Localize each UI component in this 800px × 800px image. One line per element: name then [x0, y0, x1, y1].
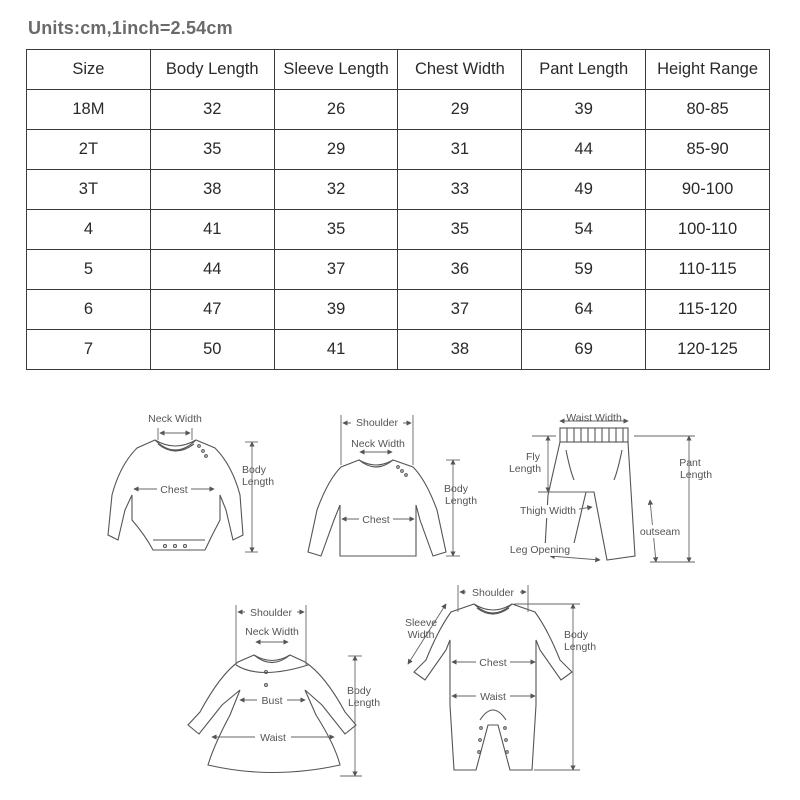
cell-sleeve-length: 35: [274, 210, 398, 250]
top-chest-label: Chest: [362, 514, 390, 526]
top-outline: [308, 460, 446, 556]
cell-size: 7: [27, 330, 151, 370]
bodysuit-diagram: [108, 413, 274, 552]
bodysuit-neck-width-label: Neck Width: [148, 413, 202, 425]
cell-sleeve-length: 26: [274, 90, 398, 130]
dress-length-label: Length: [347, 697, 381, 709]
cell-pant-length: 49: [522, 170, 646, 210]
pants-fly-label: Fly: [526, 451, 540, 463]
cell-height-range: 85-90: [646, 130, 770, 170]
romper-shoulder-label: Shoulder: [471, 587, 515, 599]
cell-chest-width: 33: [398, 170, 522, 210]
pants-thigh-width-label: Thigh Width: [519, 505, 577, 517]
top-length-label: Length: [444, 495, 478, 507]
table-row: [27, 170, 770, 210]
cell-size: 2T: [27, 130, 151, 170]
cell-height-range: 110-115: [646, 250, 770, 290]
dress-waist-label: Waist: [260, 732, 286, 744]
dress-bust-label: Bust: [261, 695, 283, 707]
cell-height-range: 80-85: [646, 90, 770, 130]
cell-pant-length: 64: [522, 290, 646, 330]
table-header-row: [27, 50, 770, 90]
cell-body-length: 35: [150, 130, 274, 170]
header-chest-width: Chest Width: [398, 50, 522, 90]
cell-body-length: 38: [150, 170, 274, 210]
header-pant-length: Pant Length: [522, 50, 646, 90]
cell-body-length: 41: [150, 210, 274, 250]
size-chart-table: [26, 49, 770, 370]
diagrams-svg: [0, 395, 800, 800]
table-row: [27, 90, 770, 130]
cell-body-length: 50: [150, 330, 274, 370]
cell-chest-width: 35: [398, 210, 522, 250]
top-body-label: Body: [444, 483, 468, 495]
table-row: [27, 210, 770, 250]
cell-height-range: 115-120: [646, 290, 770, 330]
units-note: Units:cm,1inch=2.54cm: [28, 18, 233, 38]
header-body-length: Body Length: [150, 50, 274, 90]
pants-waistband: [560, 428, 628, 442]
cell-sleeve-length: 39: [274, 290, 398, 330]
dress-shoulder-label: Shoulder: [249, 607, 293, 619]
romper-body-label: Body: [564, 629, 588, 641]
cell-height-range: 100-110: [646, 210, 770, 250]
cell-sleeve-length: 37: [274, 250, 398, 290]
cell-body-length: 47: [150, 290, 274, 330]
pants-leg-opening-label: Leg Opening: [509, 544, 571, 556]
header-height-range: Height Range: [646, 50, 770, 90]
dress-diagram: [188, 605, 380, 776]
cell-size: 3T: [27, 170, 151, 210]
pants-pant-label: Pant: [679, 457, 701, 469]
header-sleeve-length: Sleeve Length: [274, 50, 398, 90]
dress-body-label: Body: [347, 685, 371, 697]
top-shoulder-label: Shoulder: [355, 417, 399, 429]
cell-pant-length: 54: [522, 210, 646, 250]
cell-pant-length: 69: [522, 330, 646, 370]
cell-chest-width: 31: [398, 130, 522, 170]
cell-pant-length: 39: [522, 90, 646, 130]
cell-size: 4: [27, 210, 151, 250]
pants-diagram: [506, 412, 712, 562]
bodysuit-chest-label: Chest: [160, 484, 188, 496]
cell-size: 6: [27, 290, 151, 330]
romper-waist-label: Waist: [480, 691, 506, 703]
romper-chest-label: Chest: [479, 657, 507, 669]
romper-length-label: Length: [563, 641, 597, 653]
table-row: [27, 330, 770, 370]
cell-size: 5: [27, 250, 151, 290]
bodysuit-length-label: Length: [241, 476, 275, 488]
table-row: [27, 250, 770, 290]
romper-outline: [414, 604, 572, 770]
pants-waist-width-label: Waist Width: [566, 412, 622, 424]
pants-outline: [545, 442, 635, 560]
dress-neck-width-label: Neck Width: [245, 626, 299, 638]
pants-fly-length-label: Length: [508, 463, 542, 475]
cell-sleeve-length: 41: [274, 330, 398, 370]
romper-sleeve-label: Sleeve: [404, 617, 438, 629]
cell-pant-length: 59: [522, 250, 646, 290]
cell-chest-width: 37: [398, 290, 522, 330]
pants-outseam-label: outseam: [639, 526, 681, 538]
cell-pant-length: 44: [522, 130, 646, 170]
measurement-diagrams: [0, 395, 800, 800]
cell-height-range: 90-100: [646, 170, 770, 210]
cell-chest-width: 36: [398, 250, 522, 290]
table-row: [27, 290, 770, 330]
bodysuit-body-label: Body: [242, 464, 266, 476]
cell-size: 18M: [27, 90, 151, 130]
pants-pant-length-label: Length: [679, 469, 713, 481]
cell-height-range: 120-125: [646, 330, 770, 370]
romper-diagram: [405, 585, 596, 770]
cell-sleeve-length: 29: [274, 130, 398, 170]
cell-sleeve-length: 32: [274, 170, 398, 210]
top-diagram: [308, 415, 477, 556]
cell-chest-width: 38: [398, 330, 522, 370]
cell-chest-width: 29: [398, 90, 522, 130]
cell-body-length: 32: [150, 90, 274, 130]
cell-body-length: 44: [150, 250, 274, 290]
table-row: [27, 130, 770, 170]
header-size: Size: [27, 50, 151, 90]
top-neck-width-label: Neck Width: [351, 438, 405, 450]
romper-width-label: Width: [407, 629, 435, 641]
